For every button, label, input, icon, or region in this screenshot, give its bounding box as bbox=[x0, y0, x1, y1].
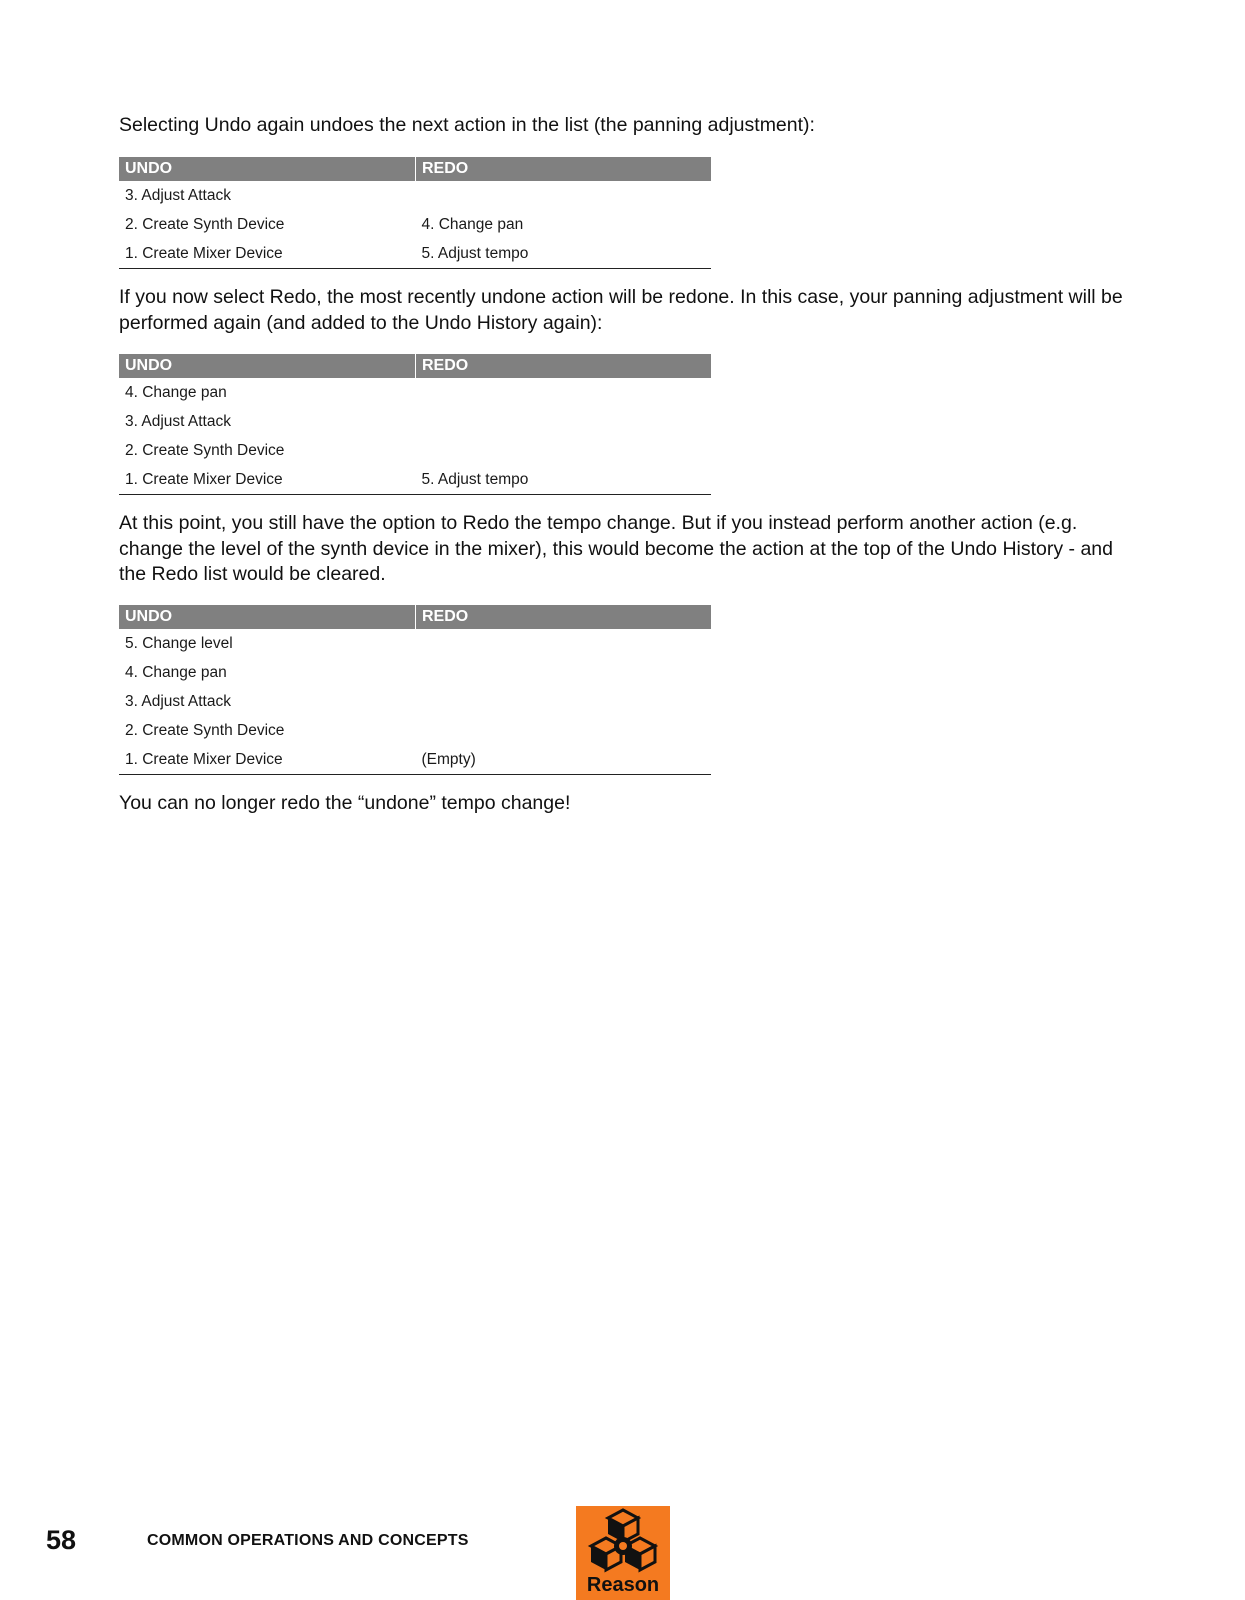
section-title: COMMON OPERATIONS AND CONCEPTS bbox=[147, 1532, 469, 1549]
undo-cell: 4. Change pan bbox=[125, 663, 227, 681]
undo-cell: 1. Create Mixer Device bbox=[119, 465, 416, 495]
reason-logo-icon bbox=[576, 1506, 670, 1576]
undo-cell: 1. Create Mixer Device bbox=[119, 239, 416, 269]
table-row bbox=[119, 687, 711, 716]
table-row bbox=[119, 465, 711, 495]
redo-cell bbox=[416, 181, 712, 210]
redo-cell: 5. Adjust tempo bbox=[416, 239, 712, 269]
undo-cell: 5. Change level bbox=[125, 634, 233, 652]
redo-cell bbox=[416, 716, 712, 745]
table-row bbox=[119, 745, 711, 775]
reason-logo bbox=[576, 1506, 670, 1600]
paragraph-redo-cleared: At this point, you still have the option to Redo the tempo change. But if you instead perform another action (e.g. change the level of the synth device in the mixer), this would become the action at the top of the Undo History - and the Redo list would be cleared. bbox=[119, 512, 1113, 585]
table-row bbox=[119, 658, 711, 687]
table-header-redo: REDO bbox=[416, 354, 712, 378]
table-header-undo: UNDO bbox=[119, 157, 416, 181]
redo-cell bbox=[416, 436, 712, 465]
table-row bbox=[119, 716, 711, 745]
table-header-redo: REDO bbox=[416, 605, 712, 629]
undo-cell: 3. Adjust Attack bbox=[125, 412, 231, 430]
table-header-redo: REDO bbox=[416, 157, 712, 181]
redo-cell: 5. Adjust tempo bbox=[416, 465, 712, 495]
undo-cell: 2. Create Synth Device bbox=[125, 215, 285, 233]
undo-cell: 2. Create Synth Device bbox=[125, 441, 285, 459]
paragraph-conclusion: You can no longer redo the “undone” tempo change! bbox=[119, 792, 571, 814]
redo-cell bbox=[416, 378, 712, 407]
paragraph-redo-explanation: If you now select Redo, the most recently undone action will be redone. In this case, your panning adjustment will be performed again (and added to the Undo History again): bbox=[119, 286, 1123, 334]
undo-cell: 3. Adjust Attack bbox=[125, 186, 231, 204]
undo-cell: 4. Change pan bbox=[125, 383, 227, 401]
page-number: 58 bbox=[46, 1525, 77, 1555]
undo-cell: 2. Create Synth Device bbox=[125, 721, 285, 739]
table-row bbox=[119, 181, 711, 210]
table-row bbox=[119, 407, 711, 436]
undo-cell: 3. Adjust Attack bbox=[125, 692, 231, 710]
undo-redo-table-2 bbox=[119, 354, 711, 495]
undo-cell: 1. Create Mixer Device bbox=[119, 745, 416, 775]
redo-cell bbox=[416, 687, 712, 716]
redo-cell: 4. Change pan bbox=[421, 215, 524, 233]
table-header-undo: UNDO bbox=[119, 605, 416, 629]
table-header-undo: UNDO bbox=[119, 354, 416, 378]
undo-redo-table-3 bbox=[119, 605, 711, 775]
logo-text: Reason bbox=[586, 1574, 660, 1596]
table-row bbox=[119, 210, 711, 239]
undo-redo-table-1 bbox=[119, 157, 711, 269]
redo-cell bbox=[416, 407, 712, 436]
table-row bbox=[119, 239, 711, 269]
redo-cell bbox=[416, 658, 712, 687]
table-row bbox=[119, 629, 711, 658]
redo-cell bbox=[416, 629, 712, 658]
redo-cell: (Empty) bbox=[416, 745, 712, 775]
table-row bbox=[119, 436, 711, 465]
paragraph-intro-undo: Selecting Undo again undoes the next action in the list (the panning adjustment): bbox=[119, 114, 815, 136]
table-row bbox=[119, 378, 711, 407]
